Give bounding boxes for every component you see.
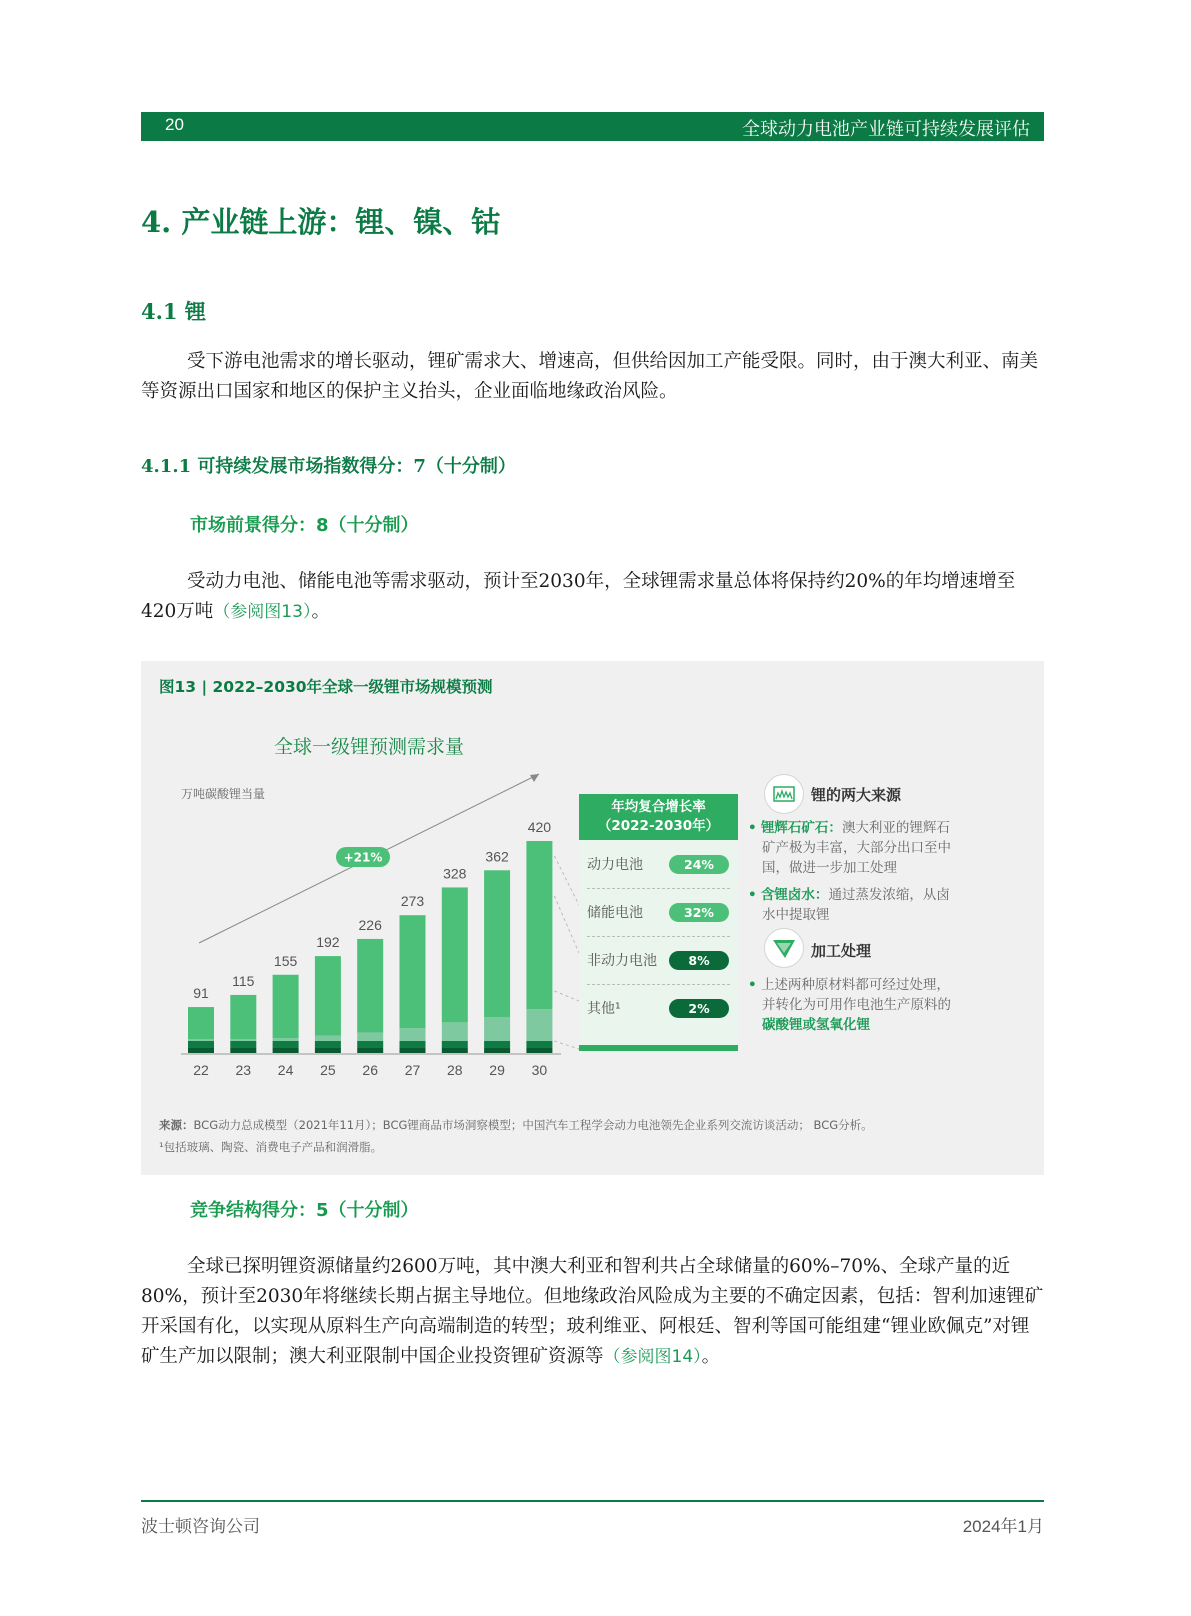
- figure-13: [141, 661, 1044, 1175]
- bar: [188, 1007, 214, 1053]
- chart-subtitle: 全球一级锂预测需求量: [274, 736, 465, 758]
- bar-segment-non-power: [188, 1041, 214, 1048]
- bar-segment-power: [188, 1007, 214, 1039]
- figure-title: 图13 | 2022–2030年全球一级锂市场规模预测: [159, 678, 493, 696]
- bar-segment-storage: [273, 1038, 299, 1041]
- competition-paragraph: [141, 1252, 1044, 1372]
- cagr-value: 8%: [669, 951, 729, 970]
- page-number: 20: [165, 115, 184, 134]
- bar: [273, 975, 299, 1053]
- bar-segment-non-power: [230, 1041, 256, 1048]
- bar-segment-other: [315, 1048, 341, 1053]
- figure-source: [159, 1117, 1039, 1133]
- bar-segment-storage: [188, 1039, 214, 1041]
- bar: [484, 870, 510, 1053]
- competition-text: 全球已探明锂资源储量约2600万吨，其中澳大利亚和智利共占全球储量的60%–70%、全球产量的近80%，预计至2030年将继续长期占据主导地位。但地缘政治风险成为主要的不确定因素，包括：智利加速锂矿开采国有化，以实现从原料生产向高端制造的转型；玻利维亚、阿根廷、智利等国可能组建“锂业欧佩克”对锂矿生产加以限制；澳大利亚限制中国企业投资锂矿资源等: [141, 1256, 1044, 1367]
- processing-text: • 上述两种原材料都可经过处理， 并转化为可用作电池生产原料的 碳酸锂或氢氧化锂: [748, 975, 988, 1035]
- bar-segment-storage: [357, 1032, 383, 1041]
- bar-segment-non-power: [315, 1041, 341, 1048]
- cagr-row: [579, 840, 738, 888]
- bar: [526, 841, 552, 1053]
- bar-segment-power: [442, 887, 468, 1022]
- source-text: 通过蒸发浓缩，从卤: [828, 887, 950, 903]
- figure-footnote: ¹包括玻璃、陶瓷、消费电子产品和润滑脂。: [159, 1140, 383, 1154]
- market-paragraph: [141, 567, 1044, 627]
- bar-value-label: 91: [193, 985, 209, 1002]
- bar-segment-other: [526, 1048, 552, 1053]
- bar-segment-non-power: [273, 1041, 299, 1048]
- market-end: 。: [311, 601, 330, 622]
- bar-segment-other: [273, 1048, 299, 1053]
- bar: [315, 956, 341, 1053]
- bar-value-label: 362: [485, 848, 509, 865]
- cagr-value: 32%: [669, 903, 729, 922]
- funnel-icon: [764, 928, 804, 968]
- connector-line: [554, 1041, 579, 1049]
- bar: [400, 915, 426, 1053]
- subsection-title: 4.1 锂: [141, 299, 206, 324]
- bar-value-label: 192: [316, 934, 340, 951]
- bar-value-label: 328: [443, 865, 467, 882]
- cagr-title: 年均复合增长率: [611, 799, 706, 815]
- cagr-row: [579, 984, 738, 1032]
- bar-segment-storage: [230, 1039, 256, 1041]
- bar-segment-power: [400, 915, 426, 1028]
- cagr-row: [579, 888, 738, 936]
- bar-segment-non-power: [400, 1041, 426, 1048]
- cagr-value: 24%: [669, 855, 729, 874]
- x-tick-label: 27: [404, 1062, 421, 1078]
- cagr-body: [579, 840, 738, 1045]
- page-header: [141, 112, 1044, 141]
- footer-date: 2024年1月: [962, 1517, 1044, 1536]
- x-tick-label: 24: [277, 1062, 294, 1078]
- cagr-label: 动力电池: [587, 857, 643, 873]
- figure14-link[interactable]: （参阅图14）: [603, 1347, 702, 1367]
- bar-segment-non-power: [526, 1041, 552, 1048]
- bar-segment-power: [357, 939, 383, 1033]
- x-tick-label: 29: [489, 1062, 505, 1078]
- x-tick-label: 30: [531, 1062, 548, 1078]
- source-text: 澳大利亚的锂辉石: [841, 820, 950, 836]
- processing-highlight: 碳酸锂或氢氧化锂: [762, 1017, 870, 1033]
- cagr-header: [579, 794, 738, 840]
- source-text-line: 国，做进一步加工处理: [762, 860, 897, 876]
- cagr-label: 储能电池: [587, 905, 643, 921]
- market-heading: 市场前景得分：8（十分制）: [190, 515, 419, 536]
- figure13-link[interactable]: （参阅图13）: [213, 602, 312, 622]
- bar-segment-power: [484, 870, 510, 1017]
- bar: [230, 995, 256, 1053]
- x-tick-label: 25: [320, 1062, 336, 1078]
- sources-title: 锂的两大来源: [811, 786, 902, 804]
- bar: [442, 887, 468, 1053]
- sub-subsection-title: 4.1.1 可持续发展市场指数得分：7（十分制）: [141, 456, 516, 477]
- source-name: 锂辉石矿石：: [760, 820, 842, 836]
- cagr-panel: [579, 794, 738, 1051]
- cagr-value: 2%: [669, 999, 729, 1018]
- bar-value-label: 273: [400, 893, 425, 910]
- bar-segment-power: [273, 975, 299, 1038]
- source-label: 来源：: [159, 1118, 194, 1132]
- bar-segment-power: [230, 995, 256, 1039]
- bar-value-label: 420: [527, 819, 552, 835]
- bar-segment-other: [484, 1048, 510, 1053]
- bar-segment-other: [442, 1048, 468, 1053]
- cagr-footer-bar: [579, 1045, 738, 1051]
- processing-title: 加工处理: [811, 942, 872, 960]
- cagr-row: [579, 936, 738, 984]
- bar-value-label: 155: [273, 952, 298, 969]
- cagr-label: 非动力电池: [587, 953, 657, 969]
- lithium-ore-icon: [764, 774, 804, 814]
- report-title: 全球动力电池产业链可持续发展评估: [742, 119, 1030, 140]
- bar-segment-non-power: [484, 1041, 510, 1048]
- x-tick-label: 28: [447, 1062, 463, 1078]
- cagr-label: 其他¹: [587, 1001, 621, 1017]
- footer-divider: [141, 1500, 1044, 1502]
- x-tick-label: 22: [193, 1062, 209, 1078]
- bar-segment-other: [230, 1048, 256, 1053]
- source-name: 含锂卤水：: [760, 887, 829, 903]
- intro-paragraph: 受下游电池需求的增长驱动，锂矿需求大、增速高，但供给因加工产能受限。同时，由于澳大利亚、南美等资源出口国家和地区的保护主义抬头，企业面临地缘政治风险。: [141, 351, 1039, 402]
- bar-segment-storage: [526, 1009, 552, 1041]
- source-text: BCG动力总成模型（2021年11月）；BCG锂商品市场洞察模型；中国汽车工程学会动力电池领先企业系列交流访谈活动； BCG分析。: [193, 1118, 873, 1132]
- bar-segment-other: [357, 1048, 383, 1053]
- bar-segment-non-power: [442, 1041, 468, 1048]
- source-text-line: 矿产极为丰富，大部分出口至中: [762, 840, 951, 856]
- footer-company: 波士顿咨询公司: [141, 1517, 260, 1537]
- competition-heading: 竞争结构得分：5（十分制）: [190, 1200, 419, 1221]
- source-text-line: 水中提取锂: [762, 907, 830, 923]
- chart-unit: 万吨碳酸锂当量: [181, 787, 266, 801]
- cagr-period: （2022-2030年）: [597, 818, 720, 834]
- market-text: 受动力电池、储能电池等需求驱动，预计至2030年，全球锂需求量总体将保持约20%的年均增速增至420万吨: [141, 571, 1016, 622]
- bar-segment-storage: [484, 1017, 510, 1041]
- bar-value-label: 226: [358, 916, 382, 933]
- source-spodumene: • 锂辉石矿石：澳大利亚的锂辉石 矿产极为丰富，大部分出口至中 国，做进一步加工处理: [748, 818, 988, 878]
- bar-segment-power: [315, 956, 341, 1035]
- x-tick-label: 23: [235, 1062, 252, 1078]
- growth-badge-label: +21%: [343, 850, 383, 865]
- x-tick-label: 26: [362, 1062, 378, 1078]
- bar: [357, 939, 383, 1053]
- competition-end: 。: [701, 1346, 721, 1367]
- bar-segment-storage: [442, 1022, 468, 1041]
- bar-segment-storage: [315, 1036, 341, 1041]
- connector-line: [554, 896, 579, 953]
- source-brine: • 含锂卤水：通过蒸发浓缩，从卤 水中提取锂: [748, 885, 988, 925]
- bar-segment-storage: [400, 1028, 426, 1041]
- connector-line: [554, 856, 579, 905]
- bar-segment-other: [188, 1048, 214, 1053]
- processing-line: 上述两种原材料都可经过处理，: [760, 977, 950, 993]
- processing-line: 并转化为可用作电池生产原料的: [762, 997, 951, 1013]
- bar-segment-other: [400, 1048, 426, 1053]
- bar-segment-non-power: [357, 1041, 383, 1048]
- connector-line: [554, 991, 579, 1001]
- bar-segment-power: [526, 841, 552, 1009]
- bar-value-label: 115: [232, 972, 255, 989]
- section-title: 4. 产业链上游：锂、镍、钴: [141, 205, 501, 239]
